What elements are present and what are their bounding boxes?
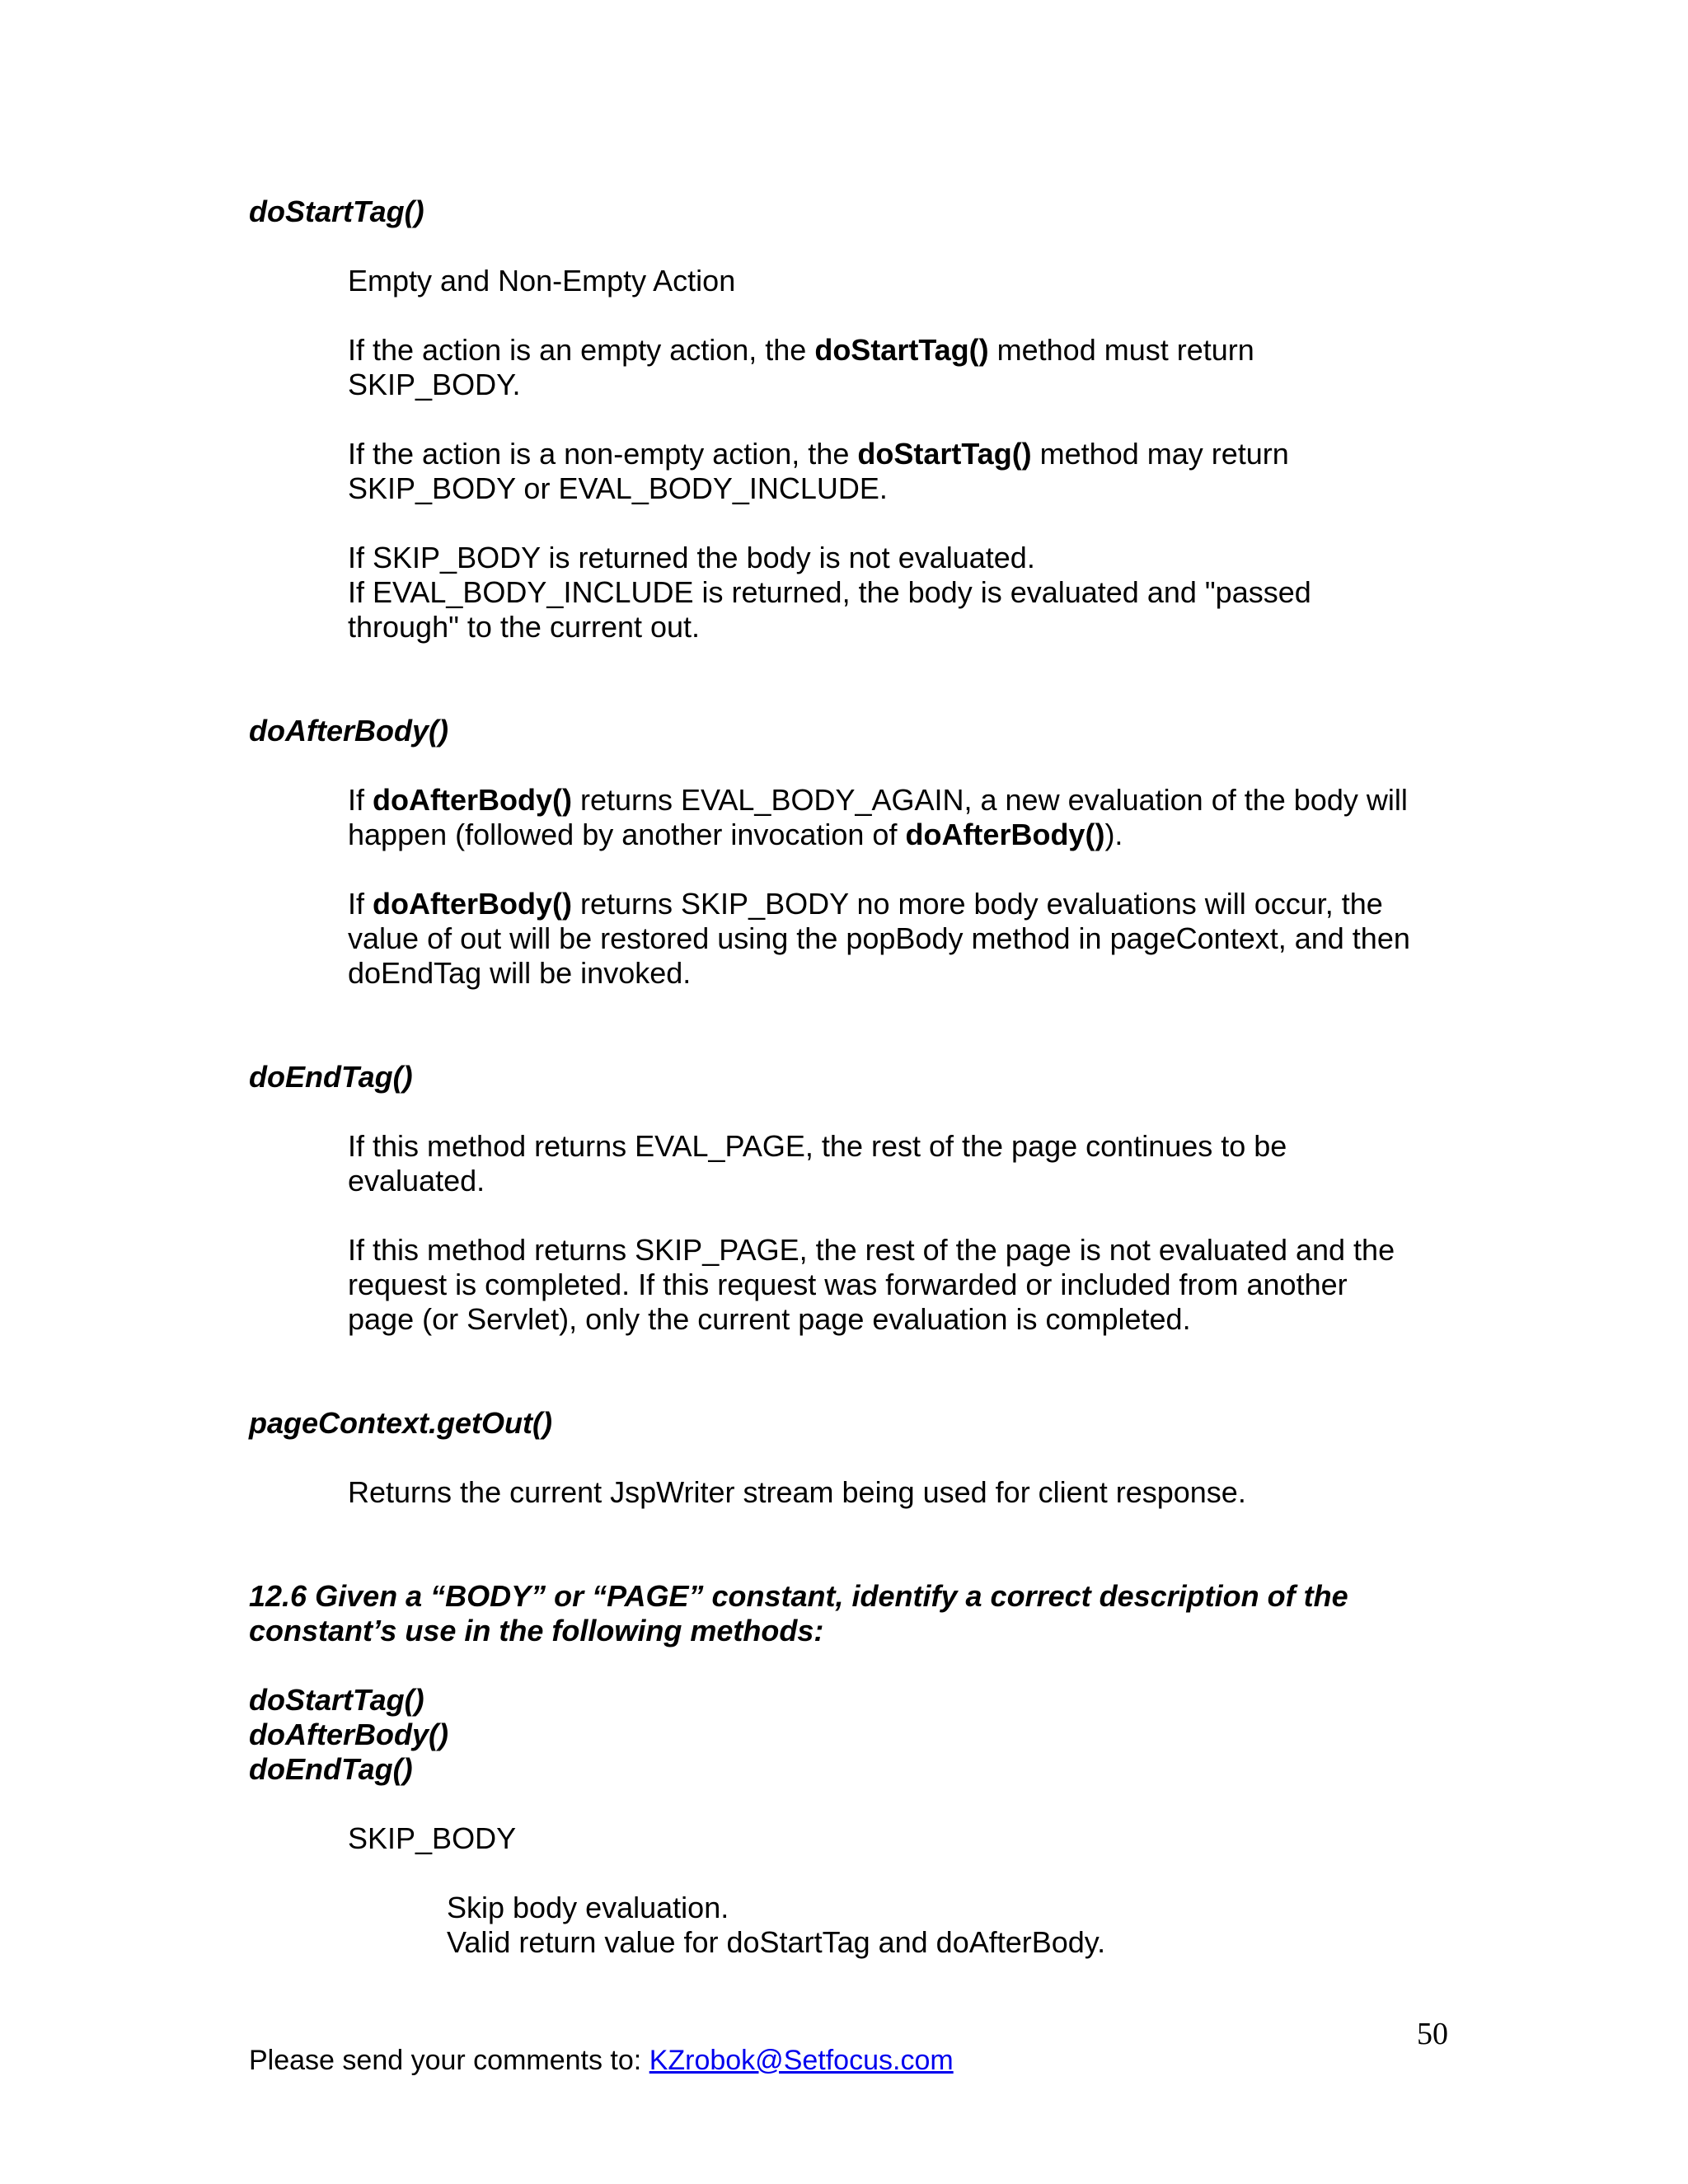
dostarttag-para-1: If the action is an empty action, the doStartTag() method must return SKIP_BODY. — [348, 333, 1254, 401]
heading-doafterbody: doAfterBody() — [249, 714, 448, 748]
footer-label: Please send your comments to: — [249, 2045, 649, 2076]
doafterbody-para-1: If doAfterBody() returns EVAL_BODY_AGAIN, a new evaluation of the body will happen (followed by another invocation of doAfterBody()). — [348, 783, 1408, 851]
doafterbody-para-2: If doAfterBody() returns SKIP_BODY no more body evaluations will occur, the value of out will be restored using the popBody method in pageContext, and then doEndTag will be invoked. — [348, 887, 1410, 990]
page-number: 50 — [1417, 2017, 1448, 2051]
dostarttag-para-3: If SKIP_BODY is returned the body is not evaluated. If EVAL_BODY_INCLUDE is returned, the body is evaluated and "passed through" to the current out. — [348, 541, 1311, 644]
constant-description: Skip body evaluation. Valid return value for doStartTag and doAfterBody. — [447, 1891, 1106, 1959]
objective-methods: doStartTag() doAfterBody() doEndTag() — [249, 1683, 448, 1786]
doendtag-para-1: If this method returns EVAL_PAGE, the rest of the page continues to be evaluated. — [348, 1129, 1287, 1197]
dostarttag-para-2: If the action is a non-empty action, the doStartTag() method may return SKIP_BODY or EVAL_BODY_INCLUDE. — [348, 437, 1289, 505]
heading-doendtag: doEndTag() — [249, 1060, 413, 1094]
objective-heading: 12.6 Given a “BODY” or “PAGE” constant, identify a correct description of the constant’s use in the following methods: — [249, 1579, 1348, 1647]
constant-name: SKIP_BODY — [348, 1821, 517, 1855]
footer — [249, 2044, 954, 2077]
doendtag-para-2: If this method returns SKIP_PAGE, the rest of the page is not evaluated and the request is completed. If this request was forwarded or included from another page (or Servlet), only the current page evaluation is completed. — [348, 1233, 1395, 1336]
heading-dostarttag: doStartTag() — [249, 194, 424, 228]
dostarttag-intro: Empty and Non-Empty Action — [348, 264, 736, 298]
email-link[interactable]: KZrobok@Setfocus.com — [649, 2045, 954, 2076]
heading-getout: pageContext.getOut() — [249, 1406, 552, 1440]
getout-para: Returns the current JspWriter stream being used for client response. — [348, 1475, 1246, 1509]
